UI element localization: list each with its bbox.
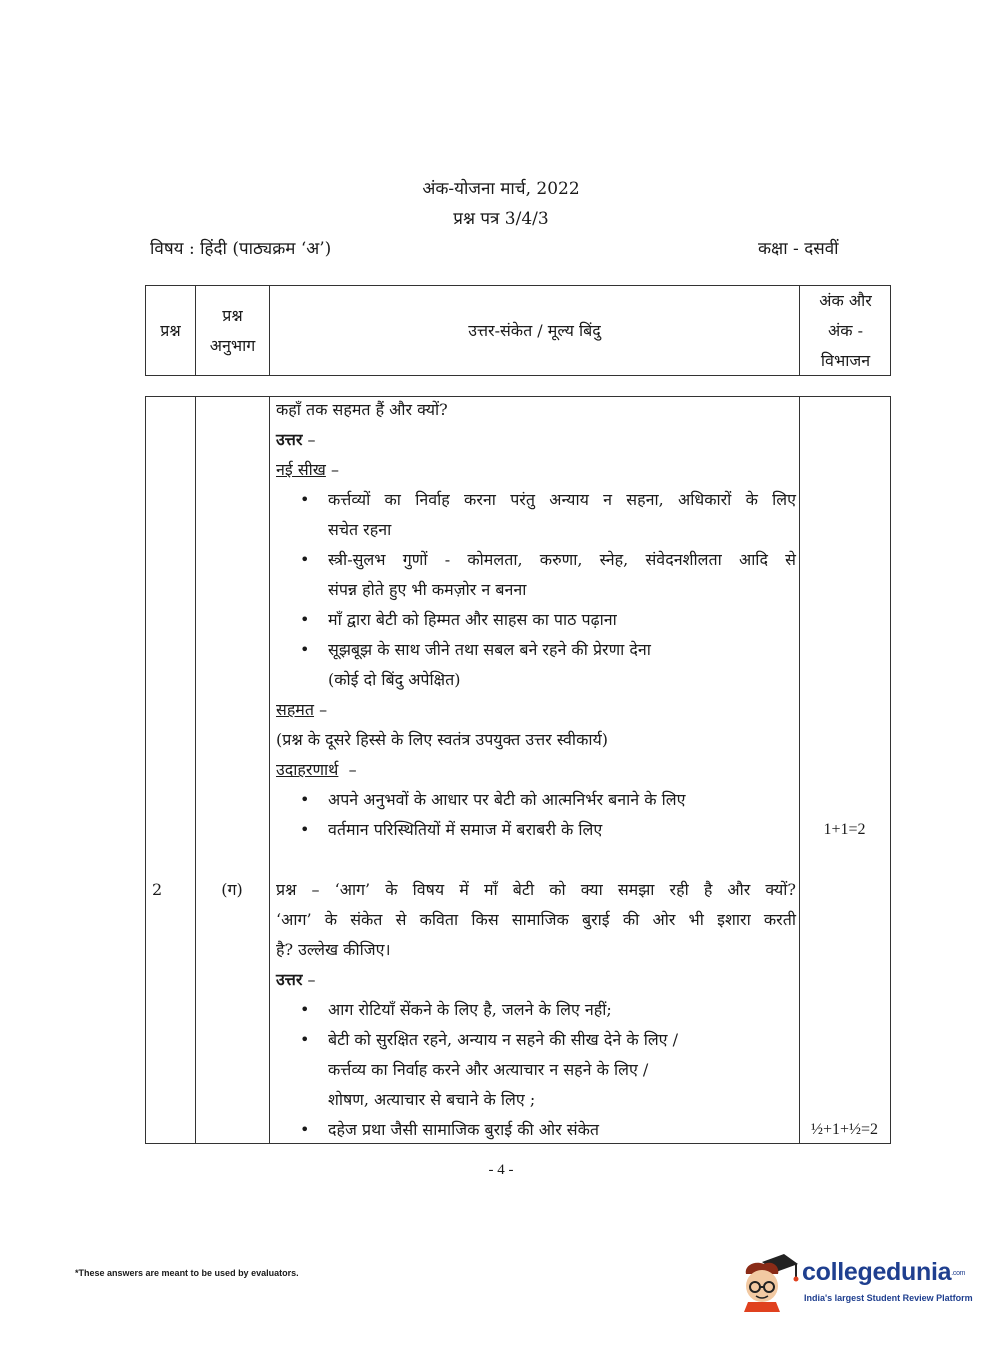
- header-marks-line3: विभाजन: [820, 350, 871, 370]
- header-marks-line2: अंक -: [827, 320, 863, 340]
- collegedunia-logo: [740, 1250, 973, 1320]
- agree-heading: सहमत –: [276, 700, 328, 719]
- spacer: [276, 845, 796, 875]
- question-text: ‘आग’ के संकेत से कविता किस सामाजिक बुराई की ओर भी इशारा करती: [276, 910, 796, 929]
- answer-heading-1: उत्तर –: [276, 430, 316, 449]
- paper-code: प्रश्न पत्र 3/4/3: [453, 209, 549, 229]
- list-item-continuation: शोषण, अत्याचार से बचाने के लिए ;: [328, 1090, 536, 1109]
- question-text: प्रश्न – ‘आग’ के विषय में माँ बेटी को क्या समझा रही है और क्यों?: [276, 880, 796, 899]
- list-item: • आग रोटियाँ सेंकने के लिए है, जलने के लिए नहीं;: [276, 995, 796, 1025]
- list-item-continuation: कर्त्तव्य का निर्वाह करने और अत्याचार न सहने के लिए /: [328, 1060, 649, 1079]
- header-marks: [800, 286, 891, 375]
- new-learning-heading: नई सीख –: [276, 460, 339, 479]
- header-section-line2: अनुभाग: [209, 335, 256, 355]
- list-item: • अपने अनुभवों के आधार पर बेटी को आत्मनिर्भर बनाने के लिए: [276, 785, 796, 815]
- mascot-icon: [740, 1252, 802, 1312]
- answer-label: उत्तर: [276, 430, 303, 449]
- list-item: • कर्त्तव्यों का निर्वाह करना परंतु अन्याय न सहना, अधिकारों के लिए: [276, 485, 796, 515]
- agree-label: सहमत: [276, 700, 315, 719]
- table-header: [145, 285, 891, 376]
- page-number: - 4 -: [488, 1162, 514, 1178]
- list-item-continuation: (कोई दो बिंदु अपेक्षित): [328, 670, 461, 689]
- header-section: [196, 286, 269, 375]
- marks-block1: 1+1=2: [823, 821, 866, 838]
- header-marks-line1: अंक और: [819, 290, 872, 310]
- evaluator-note: *These answers are meant to be used by evaluators.: [75, 1268, 299, 1278]
- example-heading: उदाहरणार्थ –: [276, 760, 357, 779]
- list-item: • स्त्री-सुलभ गुणों - कोमलता, करुणा, स्नेह, संवेदनशीलता आदि से: [276, 545, 796, 575]
- logo-wordmark: collegedunia.com: [802, 1258, 966, 1286]
- list-item: • बेटी को सुरक्षित रहने, अन्याय न सहने की सीख देने के लिए /: [276, 1025, 796, 1055]
- header-section-line1: प्रश्न: [222, 305, 243, 325]
- question-number: 2: [152, 880, 163, 899]
- list-item: • दहेज प्रथा जैसी सामाजिक बुराई की ओर संकेत: [276, 1115, 796, 1145]
- example-label: उदाहरणार्थ: [276, 760, 339, 779]
- answer-label: उत्तर: [276, 970, 303, 989]
- question-section: (ग): [221, 880, 243, 899]
- agree-note: (प्रश्न के दूसरे हिस्से के लिए स्वतंत्र उपयुक्त उत्तर स्वीकार्य): [276, 730, 609, 749]
- question-continuation: कहाँ तक सहमत हैं और क्यों?: [276, 400, 448, 419]
- subject-label: विषय : हिंदी (पाठ्यक्रम ‘अ’): [150, 239, 332, 259]
- list-item: • वर्तमान परिस्थितियों में समाज में बराबरी के लिए: [276, 815, 796, 845]
- header-answer: उत्तर-संकेत / मूल्य बिंदु: [468, 320, 601, 340]
- question-text: है? उल्लेख कीजिए।: [276, 940, 391, 959]
- logo-tagline: India's largest Student Review Platform: [804, 1293, 973, 1303]
- list-item-continuation: सचेत रहना: [328, 520, 392, 539]
- list-item-continuation: संपन्न होते हुए भी कमज़ोर न बनना: [328, 580, 527, 599]
- marks-block2: ½+1+½=2: [810, 1121, 879, 1138]
- list-item: • सूझबूझ के साथ जीने तथा सबल बने रहने की प्रेरणा देना: [276, 635, 796, 665]
- header-question: प्रश्न: [160, 320, 181, 340]
- list-item: • माँ द्वारा बेटी को हिम्मत और साहस का पाठ पढ़ाना: [276, 605, 796, 635]
- answer-heading-2: उत्तर –: [276, 970, 316, 989]
- answer-content: [276, 395, 796, 1145]
- document-title: अंक-योजना मार्च, 2022: [422, 179, 580, 199]
- new-learning-label: नई सीख: [276, 460, 326, 479]
- class-label: कक्षा - दसवीं: [758, 239, 839, 259]
